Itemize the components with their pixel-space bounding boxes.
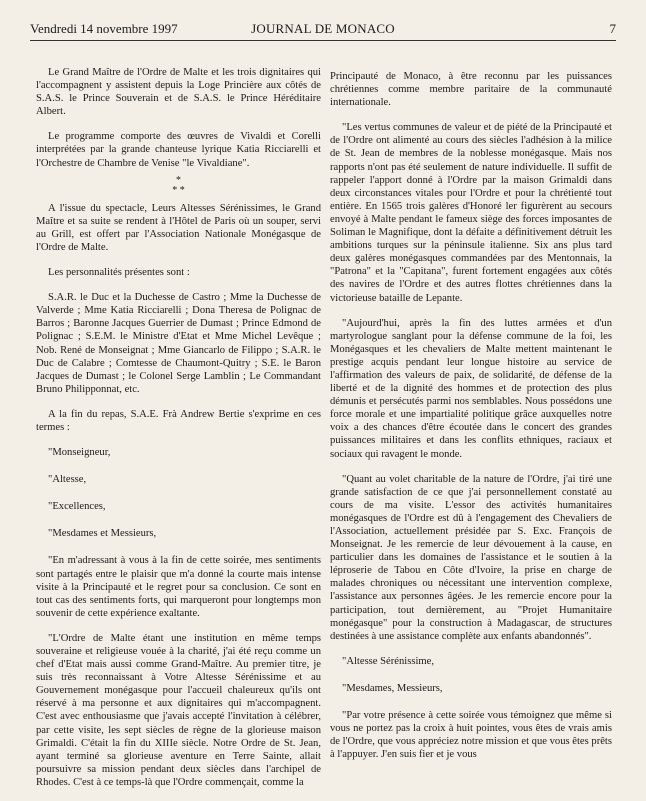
speech-paragraph: "L'Ordre de Malte étant une institution en même temps souveraine et religieuse vouée à la charité, j'ai été reçu comme un chef d'Etat mais aussi comme Grand-Maître. Au premier titre, je suis très reconnaissant à Votre Altesse Sérénissime et au Gouvernement monégasque pour l'accueil chaleureux qu'ils ont réservé à ma personne et aux dignitaires qui m'accompagnent. C'est avec enthousiasme que j'avais accepté l'invitation à célébrer, par cette visite, les sept siècles de règne de la glorieuse maison Grimaldi. C'était la fin du XIIIe siècle. Notre Ordre de St. Jean, ayant terminé sa glorieuse aventure en Terre Sainte, allait poursuivre sa mission pendant deux siècles dans l'archipel de Rhodes. C'est à ce temps-là que l'Ordre commençait, comme la: [36, 632, 321, 788]
paragraph: Le Grand Maître de l'Ordre de Malte et les trois dignitaires qui l'accompagnent y assistent depuis la Loge Princière aux côtés de S.A.S. le Prince Souverain et de S.A.S. le Prince Héréditaire Albert.: [36, 67, 321, 118]
guest-list-paragraph: S.A.R. le Duc et la Duchesse de Castro ; Mme la Duchesse de Valverde ; Mme Katia Ricciarelli ; Dona Theresa de Polignac de Barros ; Baronne Jacques Guerrier de Dumast ; Prince Edmond de Polignac ; S.E.M. le Ministre d'Etat et Mme Michel Levêque ; Nob. René de Monseignat ; Mme Giancarlo de Filippo ; S.A.R. le Duc de Calabre ; Comtesse de Chaumont-Quitry ; S.E. le Baron Jacques de Dumast ; le Colonel Serge Lamblin ; Le Commandant Bruno Philipponnat, etc.: [36, 292, 321, 395]
separator-stars-bottom: * *: [172, 184, 185, 196]
paragraph: Les personnalités présentes sont :: [48, 267, 190, 279]
paragraph: A l'issue du spectacle, Leurs Altesses Sérénissimes, le Grand Maître et sa suite se rendent à l'Hôtel de Paris où un souper, servi au Grill, est offert par l'Association Nationale Monégasque de l'Ordre de Malte.: [36, 202, 321, 253]
paragraph: Principauté de Monaco, à être reconnu par les puissances chrétiennes comme membre paritaire de la communauté internationale.: [330, 71, 612, 109]
paragraph: A la fin du repas, S.A.E. Frà Andrew Bertie s'exprime en ces termes :: [36, 408, 321, 433]
right-column: [330, 70, 612, 773]
section-separator: [36, 176, 321, 196]
separator-star-top: *: [176, 174, 181, 186]
speech-paragraph: "Quant au volet charitable de la nature de l'Ordre, j'ai tiré une grande satisfaction de ce que j'ai personnellement constaté au cours de ma visite. L'essor des activités humanitaires monégasques de l'Ordre est dû à l'engagement des Chevaliers de l'Association, actuellement présidée par S. Exc. François de Monseignat. Je les remercie de leur dévouement à la cause, en particulier dans les domaines de l'assistance et le soutien à la léproserie de Tabou en Côte d'Ivoire, la prise en charge de malades chroniques ou nécessitant une intervention complexe, l'assistance aux personnes âgées. Je les remercie encore pour la participation, tout dernièrement, au "Projet Humanitaire monégasque" pour la construction à Madagascar, de structures destinées à une assistance complète aux enfants abandonnés".: [330, 473, 612, 642]
salutation: "Monseigneur,: [48, 447, 111, 459]
salutation: "Excellences,: [48, 501, 106, 513]
issue-date: Vendredi 14 novembre 1997: [30, 21, 178, 36]
page-header: [30, 18, 616, 40]
paragraph: Le programme comporte des œuvres de Vivaldi et Corelli interprétées par la grande chanteuse lyrique Katia Ricciarelli et l'Orchestre de Chambre de Venise "le Vivaldiane".: [36, 131, 321, 169]
speech-paragraph: "Les vertus communes de valeur et de piété de la Principauté et de l'Ordre ont alimenté au cours des siècles l'adhésion à la milice de St. Jean de membres de la noblesse monégasque. Mais nos rapports n'ont pas été seulement de nature individuelle. Il suffit de rappeler l'apport donné à l'Ordre par la maison Grimaldi dans deux circonstances vitales pour l'Ordre et pour la chrétienté tout entière. En 1565 trois galères d'Honoré ler figurèrent au secours envoyé à Malte pendant le fameux siège des forces imposantes de Soliman le Magnifique, dont la défaite a définitivement détruit les ambitions turques sur la péninsule italienne. Six ans plus tard deux galères monégasques commandées par des Mentonnais, la "Patrona" et la "Capitana", furent fortement engagées aux côtés des navires de l'Ordre et des autres flottes chrétiennes dans la victorieuse bataille de Lepante.: [330, 122, 612, 304]
speech-paragraph: "Aujourd'hui, après la fin des luttes armées et d'un martyrologue sanglant pour la défense commune de la foi, les Monégasques et les chevaliers de Malte mettent maintenant le prestige acquis pendant leur longue histoire au service de l'affirmation des valeurs de paix, de solidarité, de défense de la liberté et de la dignité des hommes et de protection des plus démunis et persécutés parmi nos semblables. Nous possédons une force morale et une impartialité politique grâce auxquelles notre voix a des chances d'être écoutée dans le concert des grandes puissances militaires et dans les conflits ethniques, raciaux et sociaux qui ravagent le monde.: [330, 317, 612, 460]
salutation: "Altesse Sérénissime,: [342, 655, 435, 667]
left-column: [36, 66, 321, 801]
salutation: "Mesdames, Messieurs,: [342, 682, 443, 694]
salutation: "Mesdames et Messieurs,: [48, 528, 157, 540]
header-rule: [30, 40, 616, 41]
journal-title: JOURNAL DE MONACO: [251, 21, 395, 36]
speech-paragraph: "Par votre présence à cette soirée vous témoignez que même si vous ne portez pas la croix à huit pointes, vous êtes de vrais amis de l'Ordre, que vous appréciez notre mission et que vous êtes prêts à l'appuyer. J'en suis fier et je vous: [330, 710, 612, 761]
speech-paragraph: "En m'adressant à vous à la fin de cette soirée, mes sentiments sont partagés entre le plaisir que m'a donné la courte mais intense visite à la Principauté et le regret pour sa conclusion. Ce sont en tout cas des sentiments forts, qui marqueront pour longtemps mon souvenir de cette expérience exaltante.: [36, 555, 321, 619]
page-number: 7: [609, 21, 616, 36]
salutation: "Altesse,: [48, 474, 87, 486]
